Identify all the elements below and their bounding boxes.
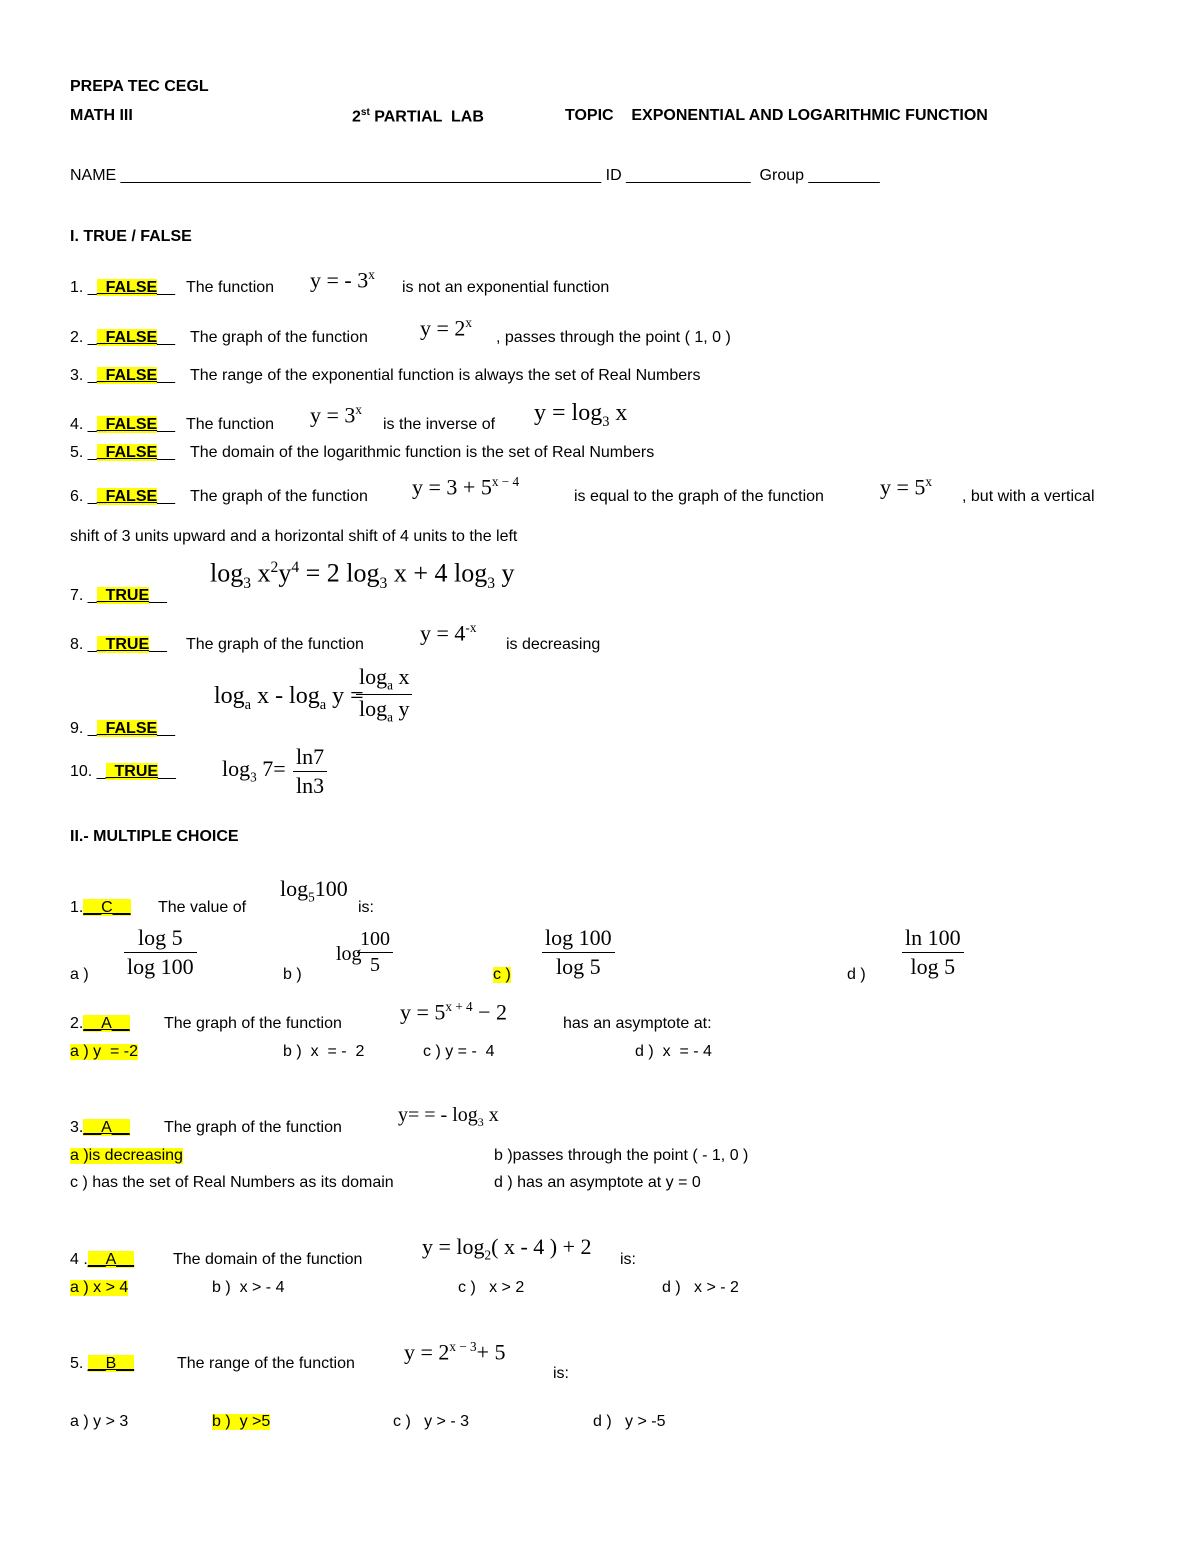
mc-q1-option-b: b ) [283,966,302,983]
tf-q2: 2. __FALSE__ [70,329,175,346]
mc-q2-answer: __A__ [83,1015,130,1032]
tf-q2-text: The graph of the function [190,329,368,346]
mc-q5-answer: __B__ [87,1355,135,1372]
tf-q2-formula: $y = 2^x$ [420,315,473,341]
mc-q2-formula: $y = 5^{x + 4} - 2$ [400,999,508,1025]
mc-q4-option-b: b ) x > - 4 [212,1279,285,1296]
mc-q3: 3.__A__ [70,1119,130,1136]
name-id-group-line: NAME ______________________________________________________ ID ______________ Group ________ [70,167,880,184]
tf-q8-tail: is decreasing [506,636,601,653]
tf-q3: 3. __FALSE__ [70,367,175,384]
mc-q3-option-d: d ) has an asymptote at y = 0 [494,1174,701,1191]
tf-q10-fraction: $\frac{\ln 7}{\ln 3}$ [293,744,327,799]
mc-q2-option-d: d ) x = - 4 [635,1043,712,1060]
mc-q3-option-a: a )is decreasing [70,1147,183,1164]
tf-q1: 1. __FALSE__ [70,279,175,296]
mc-q3-option-c: c ) has the set of Real Numbers as its domain [70,1174,394,1191]
mc-q1-option-b-log: log [336,943,362,965]
mc-q1-option-b-fraction: $\frac{100}{5}$ [357,928,393,977]
tf-q3-answer: _FALSE [96,367,158,384]
mc-q3-text: The graph of the function [164,1119,342,1136]
tf-q8-answer: _TRUE [96,636,150,653]
mc-q4-option-a: a ) x > 4 [70,1279,129,1296]
mc-q1-formula: $\log_5100$ [280,876,348,905]
mc-q4-answer: __A__ [87,1251,135,1268]
mc-q5-text: The range of the function [177,1355,355,1372]
mc-q4-option-c: c ) x > 2 [458,1279,525,1296]
mc-q1-option-c: c ) [493,966,511,983]
mc-q4-tail: is: [620,1251,636,1268]
tf-q1-text: The function [186,279,275,296]
mc-q1-option-a-fraction: $\frac{\log 5}{\log 100}$ [124,925,197,980]
tf-q5: 5. __FALSE__ [70,444,175,461]
tf-q1-tail: is not an exponential function [402,279,610,296]
tf-q8: 8. __TRUE__ [70,636,167,653]
tf-q10-answer: _TRUE [105,763,159,780]
mc-q1-option-d-fraction: $\frac{\ln 100}{\log 5}$ [902,925,964,980]
tf-q10-formula: $\log_3 7=$ [222,756,286,785]
mc-q1-option-a: a ) [70,966,89,983]
mc-q4-formula: $y = \log_2$( x - 4 ) + 2 [422,1234,592,1263]
mc-q1-answer: __C__ [83,899,131,916]
tf-q6-formula-2: $y = 5^x$ [880,474,933,500]
tf-q6-line2: shift of 3 units upward and a horizontal shift of 4 units to the left [70,528,518,545]
tf-q1-answer: _FALSE [96,279,158,296]
course-name: MATH III [70,107,133,124]
tf-q6-mid: is equal to the graph of the function [574,488,824,505]
tf-q6-text: The graph of the function [190,488,368,505]
tf-q2-tail: , passes through the point ( 1, 0 ) [496,329,731,346]
tf-q4-formula: $y = 3^x$ [310,402,363,428]
tf-q9-fraction: $\frac{\log_a x}{\log_a y}$ [356,664,412,726]
tf-q6: 6. __FALSE__ [70,488,175,505]
mc-q2-option-a: a ) y = -2 [70,1043,139,1060]
tf-q7-answer: _TRUE [96,587,150,604]
tf-q4-answer: _FALSE [96,416,158,433]
partial-label: 2st PARTIAL LAB [352,107,484,126]
mc-q3-option-b: b )passes through the point ( - 1, 0 ) [494,1147,749,1164]
mc-q1-option-c-fraction: $\frac{\log 100}{\log 5}$ [542,925,615,980]
mc-q5-option-d: d ) y > -5 [593,1413,666,1430]
section-true-false-title: I. TRUE / FALSE [70,228,192,245]
mc-q1-tail: is: [358,899,374,916]
mc-q2: 2.__A__ [70,1015,130,1032]
topic-label: TOPIC EXPONENTIAL AND LOGARITHMIC FUNCTION [565,107,988,124]
tf-q7: 7. __TRUE__ [70,587,167,604]
tf-q5-answer: _FALSE [96,444,158,461]
tf-q4: 4. __FALSE__ [70,416,175,433]
tf-q4-text: The function [186,416,275,433]
mc-q5-option-c: c ) y > - 3 [393,1413,470,1430]
mc-q1-text: The value of [158,899,247,916]
mc-q5-option-a: a ) y > 3 [70,1413,129,1430]
tf-q6-formula: $y = 3 + 5^{x - 4}$ [412,474,520,500]
section-multiple-choice-title: II.- MULTIPLE CHOICE [70,828,239,845]
mc-q2-tail: has an asymptote at: [563,1015,712,1032]
tf-q6-answer: _FALSE [96,488,158,505]
mc-q3-answer: __A__ [83,1119,130,1136]
mc-q2-option-c: c ) y = - 4 [423,1043,495,1060]
mc-q5: 5. __B__ [70,1355,135,1372]
tf-q6-tail: , but with a vertical [962,488,1095,505]
mc-q5-formula: $y = 2^{x - 3}+ 5$ [404,1339,506,1365]
tf-q9-formula: $\log_a x - \log_a y$ = [214,683,364,713]
tf-q8-text: The graph of the function [186,636,364,653]
tf-q1-formula: y = - 3$^x$ [310,267,375,293]
tf-q9-answer: _FALSE [96,720,158,737]
school-name: PREPA TEC CEGL [70,78,209,95]
mc-q2-text: The graph of the function [164,1015,342,1032]
mc-q1: 1.__C__ [70,899,131,916]
mc-q5-tail: is: [553,1365,569,1382]
mc-q2-option-b: b ) x = - 2 [283,1043,365,1060]
tf-q2-answer: _FALSE [96,329,158,346]
mc-q4-option-d: d ) x > - 2 [662,1279,739,1296]
tf-q7-formula: $\log_3 x^2y^4 = 2$ $\log_3 x + 4$ $\log_3 y$ [210,558,515,592]
mc-q1-option-d: d ) [847,966,866,983]
mc-q4-text: The domain of the function [173,1251,363,1268]
tf-q5-text: The domain of the logarithmic function is the set of Real Numbers [190,444,655,461]
tf-q9: 9. __FALSE__ [70,720,175,737]
mc-q4: 4 .__A__ [70,1251,135,1268]
tf-q3-text: The range of the exponential function is always the set of Real Numbers [190,367,701,384]
tf-q4-formula-2: $y = \log_3 x$ [534,400,628,430]
tf-q4-mid: is the inverse of [383,416,496,433]
mc-q3-formula: y= = - $\log_3 x$ [398,1104,499,1129]
tf-q8-formula: $y = 4^{-x}$ [420,620,477,646]
tf-q10: 10. __TRUE__ [70,763,176,780]
mc-q5-option-b: b ) y >5 [212,1413,271,1430]
